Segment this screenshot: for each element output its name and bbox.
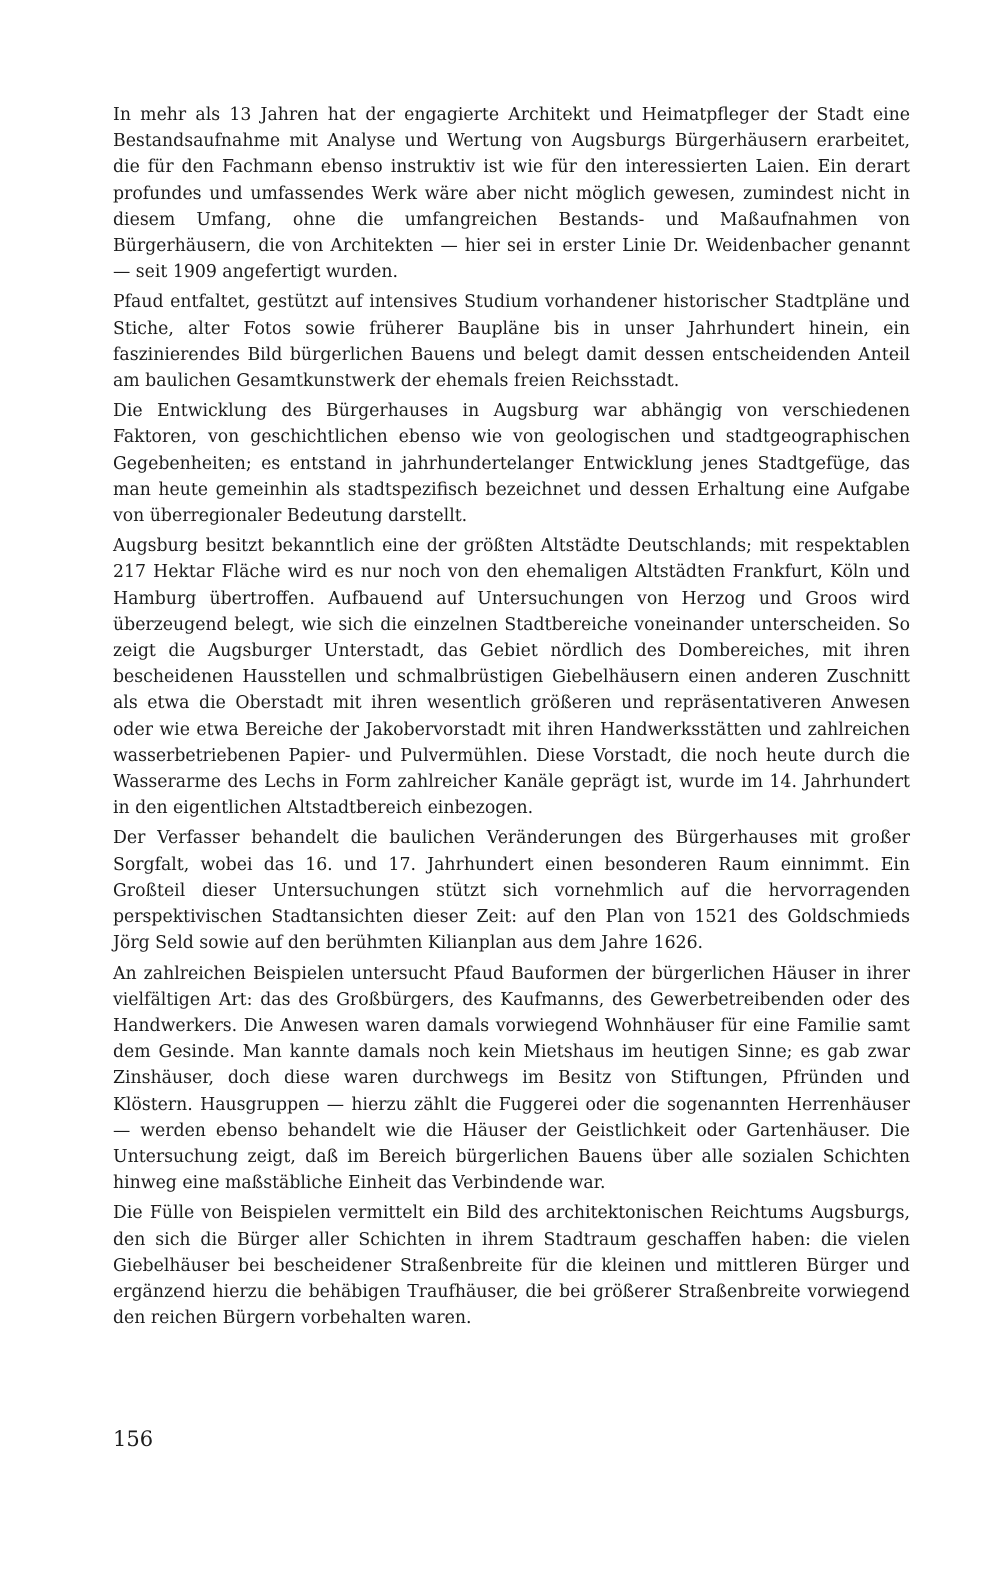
paragraph-4: Augsburg besitzt bekanntlich eine der größten Altstädte Deutschlands; mit respektablen 217 Hektar Fläche wird es nur noch von den ehemaligen Altstädten Frankfurt, Köln und Hamburg übertroffen. Aufbauend auf Untersuchungen von Herzog und Groos wird überzeugend belegt, wie sich die einzelnen Stadtbereiche voneinander unterscheiden. So zeigt die Augsburger Unterstadt, das Gebiet nördlich des Dombereiches, mit ihren bescheidenen Hausstellen und schmalbrüstigen Giebelhäusern einen anderen Zuschnitt als etwa die Oberstadt mit ihren wesentlich größeren und repräsentativeren Anwesen oder wie etwa Bereiche der Jakobervorstadt mit ihren Handwerksstätten und zahlreichen wasserbetriebenen Papier- und Pulvermühlen. Diese Vorstadt, die noch heute durch die Wasserarme des Lechs in Form zahlreicher Kanäle geprägt ist, wurde im 14. Jahrhundert in den eigentlichen Altstadtbereich einbezogen. bbox=[113, 536, 910, 819]
page-number: 156 bbox=[113, 1427, 154, 1451]
paragraph-6: An zahlreichen Beispielen untersucht Pfaud Bauformen der bürgerlichen Häuser in ihrer vielfältigen Art: das des Großbürgers, des Kaufmanns, des Gewerbetreibenden oder des Handwerkers. Die Anwesen waren damals vorwiegend Wohnhäuser für eine Familie samt dem Gesinde. Man kannte damals noch kein Mietshaus im heutigen Sinne; es gab zwar Zinshäuser, doch diese waren durchwegs im Besitz von Stiftungen, Pfründen und Klöstern. Hausgruppen — hierzu zählt die Fuggerei oder die sogenannten Herrenhäuser — werden ebenso behandelt wie die Häuser der Geistlichkeit oder Gartenhäuser. Die Untersuchung zeigt, daß im Bereich bürgerlichen Bauens über alle sozialen Schichten hinweg eine maßstäbliche Einheit das Verbindende war. bbox=[113, 963, 910, 1194]
paragraph-1: In mehr als 13 Jahren hat der engagierte Architekt und Heimatpfleger der Stadt eine Bestandsaufnahme mit Analyse und Wertung von Augsburgs Bürgerhäusern erarbeitet, die für den Fachmann ebenso instruktiv ist wie für den interessierten Laien. Ein derart profundes und umfassendes Werk wäre aber nicht möglich gewesen, zumindest nicht in diesem Umfang, ohne die umfangreichen Bestands- und Maßaufnahmen von Bürgerhäusern, die von Architekten — hier sei in erster Linie Dr. Weidenbacher genannt — seit 1909 angefertigt wurden. bbox=[113, 105, 910, 283]
body-text bbox=[113, 102, 910, 1335]
paragraph-7: Die Fülle von Beispielen vermittelt ein Bild des architektonischen Reichtums Augsburgs, den sich die Bürger aller Schichten in ihrem Stadtraum geschaffen haben: die vielen Giebelhäuser bei bescheidener Straßenbreite für die kleinen und mittleren Bürger und ergänzend hierzu die behäbigen Traufhäuser, die bei größerer Straßenbreite vorwiegend den reichen Bürgern vorbehalten waren. bbox=[113, 1203, 910, 1329]
paragraph-5: Der Verfasser behandelt die baulichen Veränderungen des Bürgerhauses mit großer Sorgfalt, wobei das 16. und 17. Jahrhundert einen besonderen Raum einnimmt. Ein Großteil dieser Untersuchungen stützt sich vornehmlich auf die hervorragenden perspektivischen Stadtansichten dieser Zeit: auf den Plan von 1521 des Goldschmieds Jörg Seld sowie auf den berühmten Kilianplan aus dem Jahre 1626. bbox=[113, 828, 910, 954]
paragraph-2: Pfaud entfaltet, gestützt auf intensives Studium vorhandener historischer Stadtpläne und Stiche, alter Fotos sowie früherer Baupläne bis in unser Jahrhundert hinein, ein faszinierendes Bild bürgerlichen Bauens und belegt damit dessen entscheidenden Anteil am baulichen Gesamtkunstwerk der ehemals freien Reichsstadt. bbox=[113, 292, 910, 392]
paragraph-3: Die Entwicklung des Bürgerhauses in Augsburg war abhängig von verschiedenen Faktoren, von geschichtlichen ebenso wie von geologischen und stadtgeographischen Gegebenheiten; es entstand in jahrhundertelanger Entwicklung jenes Stadtgefüge, das man heute gemeinhin als stadtspezifisch bezeichnet und dessen Erhaltung eine Aufgabe von überregionaler Bedeutung darstellt. bbox=[113, 401, 910, 527]
